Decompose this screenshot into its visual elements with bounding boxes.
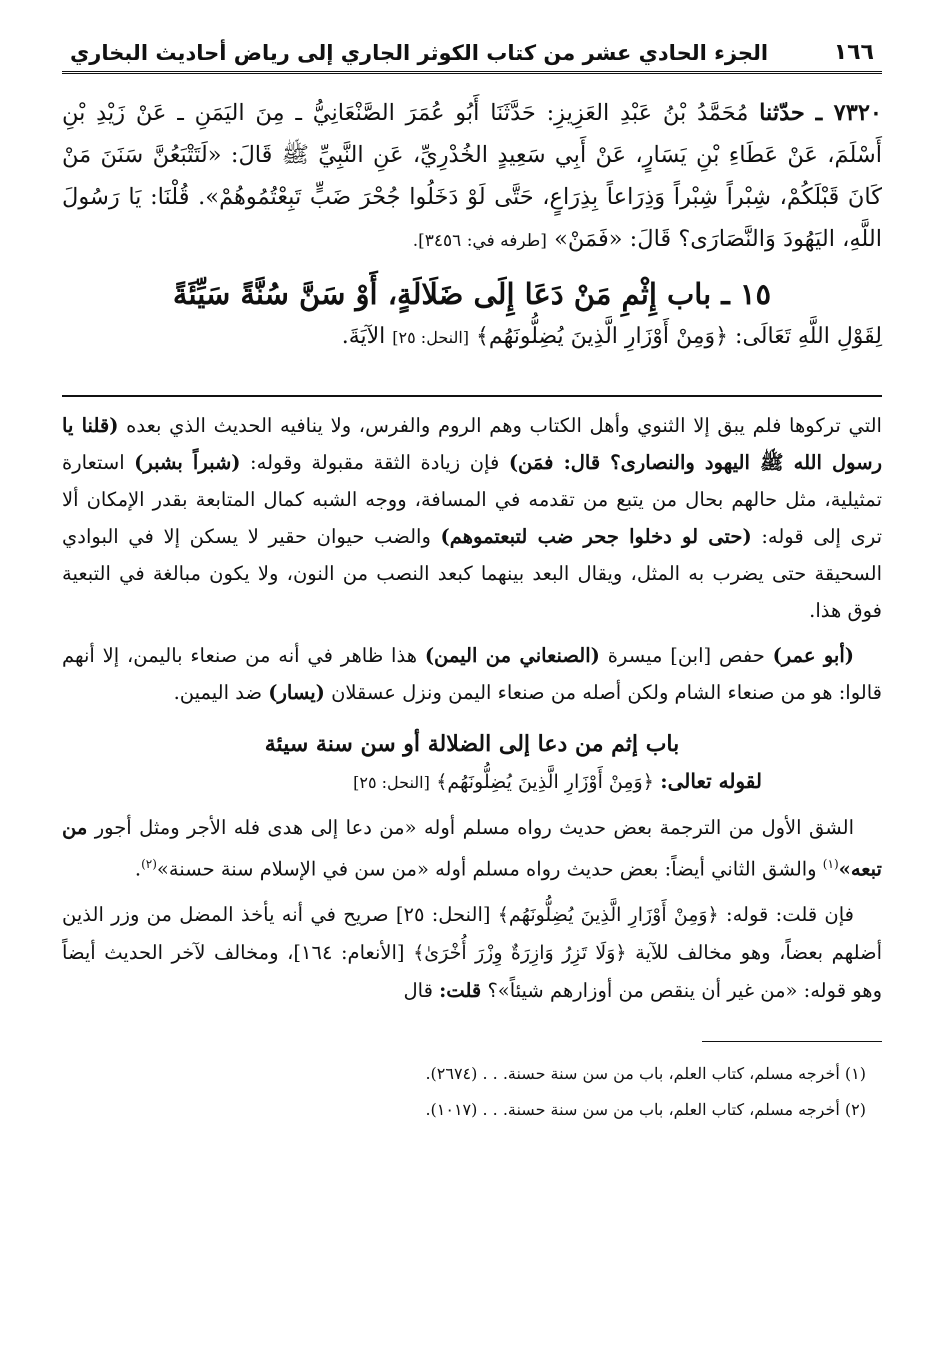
section-subtitle xyxy=(62,763,882,801)
footnote-ref[interactable]: (٢) xyxy=(141,857,157,871)
quoted-phrase: (شبراً بشبر) xyxy=(134,451,241,474)
text-run: صريح في أنه يأخذ المضل من وزر الذين أضلهم بعضاً، وهو مخالف للآية xyxy=(62,902,883,964)
commentary-paragraph xyxy=(62,896,882,1009)
footnote-mark: (٢) xyxy=(844,1099,866,1119)
header-title: الجزء الحادي عشر من كتاب الكوثر الجاري إلى رياض أحاديث البخاري xyxy=(70,41,769,65)
text-run: استعارة تمثيلية، مثل حالهم بحال من يتبع من تقدمه في المسافة، ووجه الشبه كمال المتابعة بقدر الإمكان ألا ترى إلى قوله: xyxy=(62,451,883,548)
quoted-phrase: (أبو عمر) xyxy=(772,644,855,667)
book-page xyxy=(62,40,882,1128)
text-run: حفص [ابن] ميسرة xyxy=(607,644,765,667)
hadith-block xyxy=(62,92,882,262)
quoted-phrase: (قلنا يا رسول الله ﷺ اليهود والنصارى؟ قال: فمَن) xyxy=(62,414,882,474)
text-run: ضد اليمين. xyxy=(173,681,263,704)
quran-verse: ﴿وَلَا تَزِرُ وَازِرَةٌ وِزْرَ أُخْرَىٰ﴾ xyxy=(413,941,627,964)
section-sub-ref: [النحل: ٢٥] xyxy=(353,773,430,792)
chapter-sub-lead: لِقَوْلِ اللَّهِ تَعَالَى: xyxy=(735,324,882,349)
hadith-reference: [طرفه في: ٣٤٥٦]. xyxy=(412,231,547,251)
text-run: والضب حيوان حقير لا يسكن إلا في البوادي السحيقة حتى يضرب به المثل، ويقال البعد بينهما كبعد النصب من النون، ولا يكون مبالغة في التبعية فوق هذا. xyxy=(62,525,882,622)
commentary-paragraph xyxy=(62,637,882,711)
section-title: باب إثم من دعا إلى الضلالة أو سن سنة سيئة xyxy=(264,731,680,757)
quoted-phrase: قلت: xyxy=(439,978,482,1002)
footnote-ref[interactable]: (١) xyxy=(822,857,839,871)
commentary-paragraph xyxy=(62,407,882,629)
footnote-separator xyxy=(702,1041,882,1042)
text-run: [النحل: ٢٥] xyxy=(395,902,491,926)
hadith-narrator: حدّثنا xyxy=(759,100,805,126)
quoted-phrase: (الصنعاني من اليمن) xyxy=(424,644,600,667)
hadith-number: ٧٣٢٠ ـ xyxy=(815,100,882,126)
footnote-item xyxy=(62,1092,866,1128)
hadith-text: مُحَمَّدُ بْنُ عَبْدِ العَزِيزِ: حَدَّثَنَا أَبُو عُمَرَ الصَّنْعَانِيُّ ـ مِنَ اليَمَنِ ـ عَنْ زَيْدِ بْنِ أَسْلَمَ، عَنْ عَطَاءِ بْنِ يَسَارٍ، عَنْ أَبِي سَعِيدٍ الخُدْرِيِّ، عَنِ النَّبِيِّ ﷺ قَالَ: «لَتَتْبَعُنَّ سَنَنَ مَنْ كَانَ قَبْلَكُمْ، شِبْراً شِبْراً وَذِرَاعاً بِذِرَاعٍ، حَتَّى لَوْ دَخَلُوا جُحْرَ ضَبٍّ تَبِعْتُمُوهُمْ». قُلْنَا: يَا رَسُولَ اللَّهِ، اليَهُودَ وَالنَّصَارَى؟ قَالَ: «فَمَنْ» xyxy=(62,100,882,252)
text-run: التي تركوها فلم يبق إلا الثنوي وأهل الكتاب وهم الروم والفرس، ولا ينافيه الحديث الذي بعده xyxy=(126,414,882,437)
footnote-text: أخرجه مسلم، كتاب العلم، باب من سن سنة حسنة. . . (١٠١٧). xyxy=(425,1099,840,1119)
text-run: [الأنعام: ١٦٤]، ومخالف لآخر الحديث أيضاً وهو قوله: «من غير أن ينقص من أوزارهم شيئاً»؟ xyxy=(62,940,882,1002)
chapter-sub-tail: الآيَةَ. xyxy=(341,324,386,349)
text-divider xyxy=(62,395,882,397)
text-run: هذا ظاهر في أنه من صنعاء باليمن، إلا أنهم قالوا: هو من صنعاء الشام ولكن أصله من صنعاء اليمن ونزل عسقلان xyxy=(62,644,882,704)
text-run: فإن قلت: قوله: xyxy=(726,902,855,926)
commentary xyxy=(62,407,882,1009)
text-run: فإن زيادة الثقة مقبولة وقوله: xyxy=(250,451,500,474)
chapter-subtitle xyxy=(62,316,882,359)
quoted-phrase: (حتى لو دخلوا جحر ضب لتبعتموهم) xyxy=(440,525,752,548)
chapter-sub-verse: ﴿وَمِنْ أَوْزَارِ الَّذِينَ يُضِلُّونَهُم﴾ xyxy=(476,324,729,349)
page-number: ١٦٦ xyxy=(833,40,874,65)
footnote-item xyxy=(62,1056,866,1092)
quran-verse: ﴿وَمِنْ أَوْزَارِ الَّذِينَ يُضِلُّونَهُم﴾ xyxy=(497,903,719,926)
quoted-phrase: من تبعه» xyxy=(62,816,882,881)
section-sub-lead: لقوله تعالى: xyxy=(660,769,762,793)
footnote-text: أخرجه مسلم، كتاب العلم، باب من سن سنة حسنة. . . (٢٦٧٤). xyxy=(425,1063,840,1083)
text-run: والشق الثاني أيضاً: بعض حديث رواه مسلم أوله «من سن في الإسلام سنة حسنة» xyxy=(156,857,817,881)
chapter-sub-ref: [النحل: ٢٥] xyxy=(392,328,470,347)
commentary-paragraph: الشق الأول من الترجمة بعض حديث رواه مسلم أوله «من دعا إلى هدى فله الأجر ومثل أجور من تبعه»$^{(١)}$ والشق الثاني أيضاً: بعض حديث رواه مسلم أوله «من سن في الإسلام سنة حسنة»$^{(٢)}$. xyxy=(62,816,882,881)
text-run: قال xyxy=(403,978,433,1002)
chapter-title: ١٥ ـ باب إِثْمِ مَنْ دَعَا إِلَى ضَلَالَةٍ، أَوْ سَنَّ سُنَّةً سَيِّئَةً xyxy=(172,277,772,311)
running-header xyxy=(62,40,882,74)
text-run: الشق الأول من الترجمة بعض حديث رواه مسلم أوله «من دعا إلى هدى فله الأجر ومثل أجور xyxy=(94,816,855,839)
quoted-phrase: (يسار) xyxy=(268,681,325,704)
footnotes xyxy=(62,1056,882,1128)
section-sub-verse: ﴿وَمِنْ أَوْزَارِ الَّذِينَ يُضِلُّونَهُم﴾ xyxy=(436,771,654,793)
footnote-mark: (١) xyxy=(844,1063,866,1083)
